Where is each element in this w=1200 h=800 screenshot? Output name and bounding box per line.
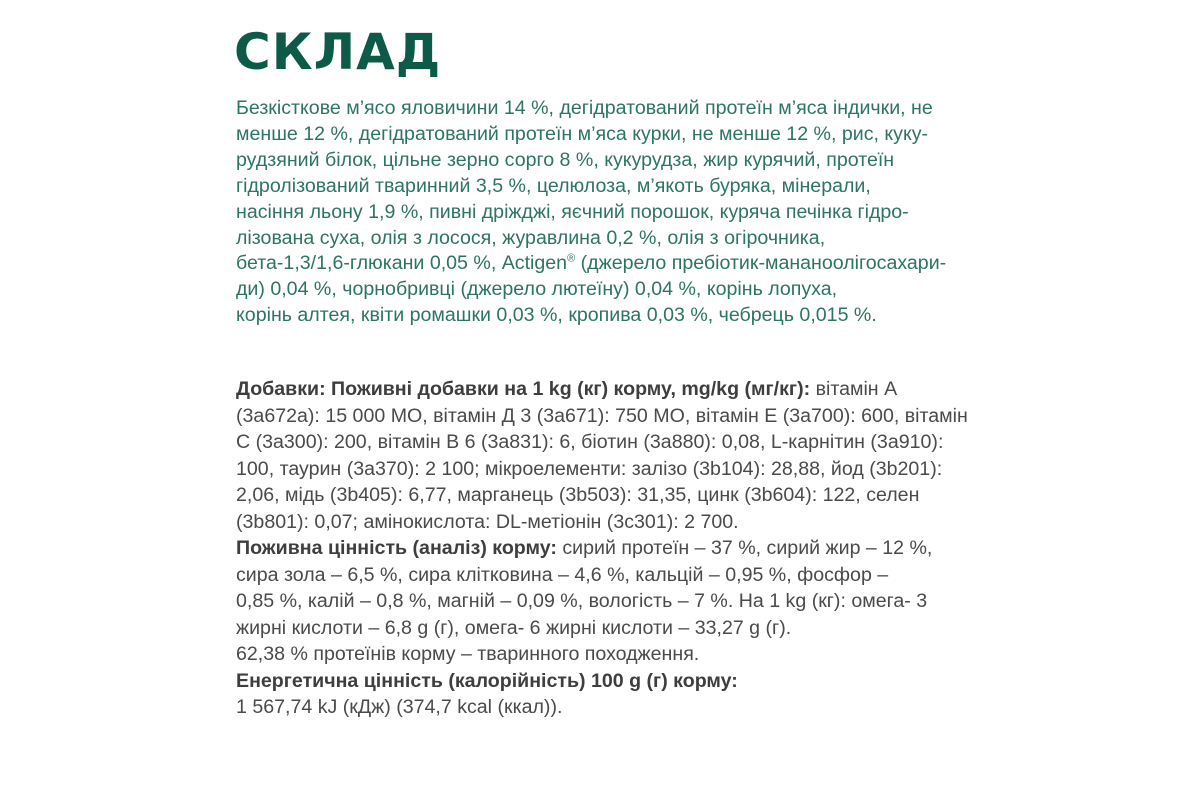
energy-line bbox=[236, 668, 966, 695]
composition-line: насіння льону 1,9 %, пивні дріжджі, яєчний порошок, куряча печінка гідро- bbox=[236, 200, 909, 223]
additives-heading: Добавки: Поживні добавки на 1 kg (кг) корму, mg/kg (мг/кг): bbox=[236, 378, 811, 400]
nutrition-line: сира зола – 6,5 %, сира клітковина – 4,6 %, кальцій – 0,95 %, фосфор – bbox=[236, 563, 889, 586]
nutrition-line bbox=[236, 535, 966, 562]
nutrition-heading: Поживна цінність (аналіз) корму: bbox=[236, 537, 557, 559]
composition-text bbox=[236, 96, 966, 329]
composition-line-start: бета-1,3/1,6-глюкани 0,05 %, Actigen bbox=[236, 252, 568, 275]
composition-line: лізована суха, олія з лосося, журавлина 0,2 %, олія з огірочника, bbox=[236, 226, 826, 249]
additives-line: 2,06, мідь (3b405): 6,77, марганець (3b503): 31,35, цинк (3b604): 122, селен bbox=[236, 484, 920, 506]
composition-line: менше 12 %, дегідратований протеїн м’яса курки, не менше 12 %, рис, куку- bbox=[236, 122, 929, 145]
energy-line: 1 567,74 kJ (кДж) (374,7 kcal (ккал)). bbox=[236, 696, 563, 718]
additives-line: 100, таурин (3а370): 2 100; мікроелементи: залізо (3b104): 28,88, йод (3b201): bbox=[236, 457, 943, 480]
composition-line: Безкісткове м’ясо яловичини 14 %, дегідратований протеїн м’яса індички, не bbox=[236, 97, 933, 119]
additives-line: (3а672а): 15 000 МО, вітамін Д 3 (3а671): 750 МО, вітамін Е (3а700): 600, вітамін bbox=[236, 404, 968, 427]
nutrition-line: 62,38 % протеїнів корму – тваринного походження. bbox=[236, 643, 700, 665]
composition-line: корінь алтея, квіти ромашки 0,03 %, кропива 0,03 %, чебрець 0,015 %. bbox=[236, 304, 877, 327]
additives-line: С (3а300): 200, вітамін В 6 (3а831): 6, біотин (3а880): 0,08, L-карнітин (3а910): bbox=[236, 431, 944, 453]
nutrition-line: 0,85 %, калій – 0,8 %, магній – 0,09 %, вологість – 7 %. На 1 kg (кг): омега- 3 bbox=[236, 590, 928, 612]
additives-section bbox=[236, 376, 966, 721]
composition-line bbox=[236, 251, 966, 277]
page-title: СКЛАД bbox=[234, 23, 442, 81]
additives-line bbox=[236, 376, 966, 403]
composition-line: рудзяний білок, цільне зерно сорго 8 %, кукурудза, жир курячий, протеїн bbox=[236, 148, 895, 171]
additives-text: вітамін А bbox=[810, 378, 898, 400]
additives-line: (3b801): 0,07; амінокислота: DL-метіонін (3c301): 2 700. bbox=[236, 510, 739, 533]
composition-line-end: (джерело пребіотик-мананоолігосахари- bbox=[575, 252, 947, 275]
composition-line: гідролізований тваринний 3,5 %, целюлоза, м’якоть буряка, мінерали, bbox=[236, 174, 871, 197]
composition-line: ди) 0,04 %, чорнобривці (джерело лютеїну) 0,04 %, корінь лопуха, bbox=[236, 278, 838, 301]
energy-heading: Енергетична цінність (калорійність) 100 g (г) корму: bbox=[236, 669, 738, 692]
registered-mark: ® bbox=[567, 252, 576, 265]
nutrition-line: жирні кислоти – 6,8 g (г), омега- 6 жирні кислоти – 33,27 g (г). bbox=[236, 616, 792, 639]
nutrition-text: сирий протеїн – 37 %, сирий жир – 12 %, bbox=[556, 537, 933, 559]
